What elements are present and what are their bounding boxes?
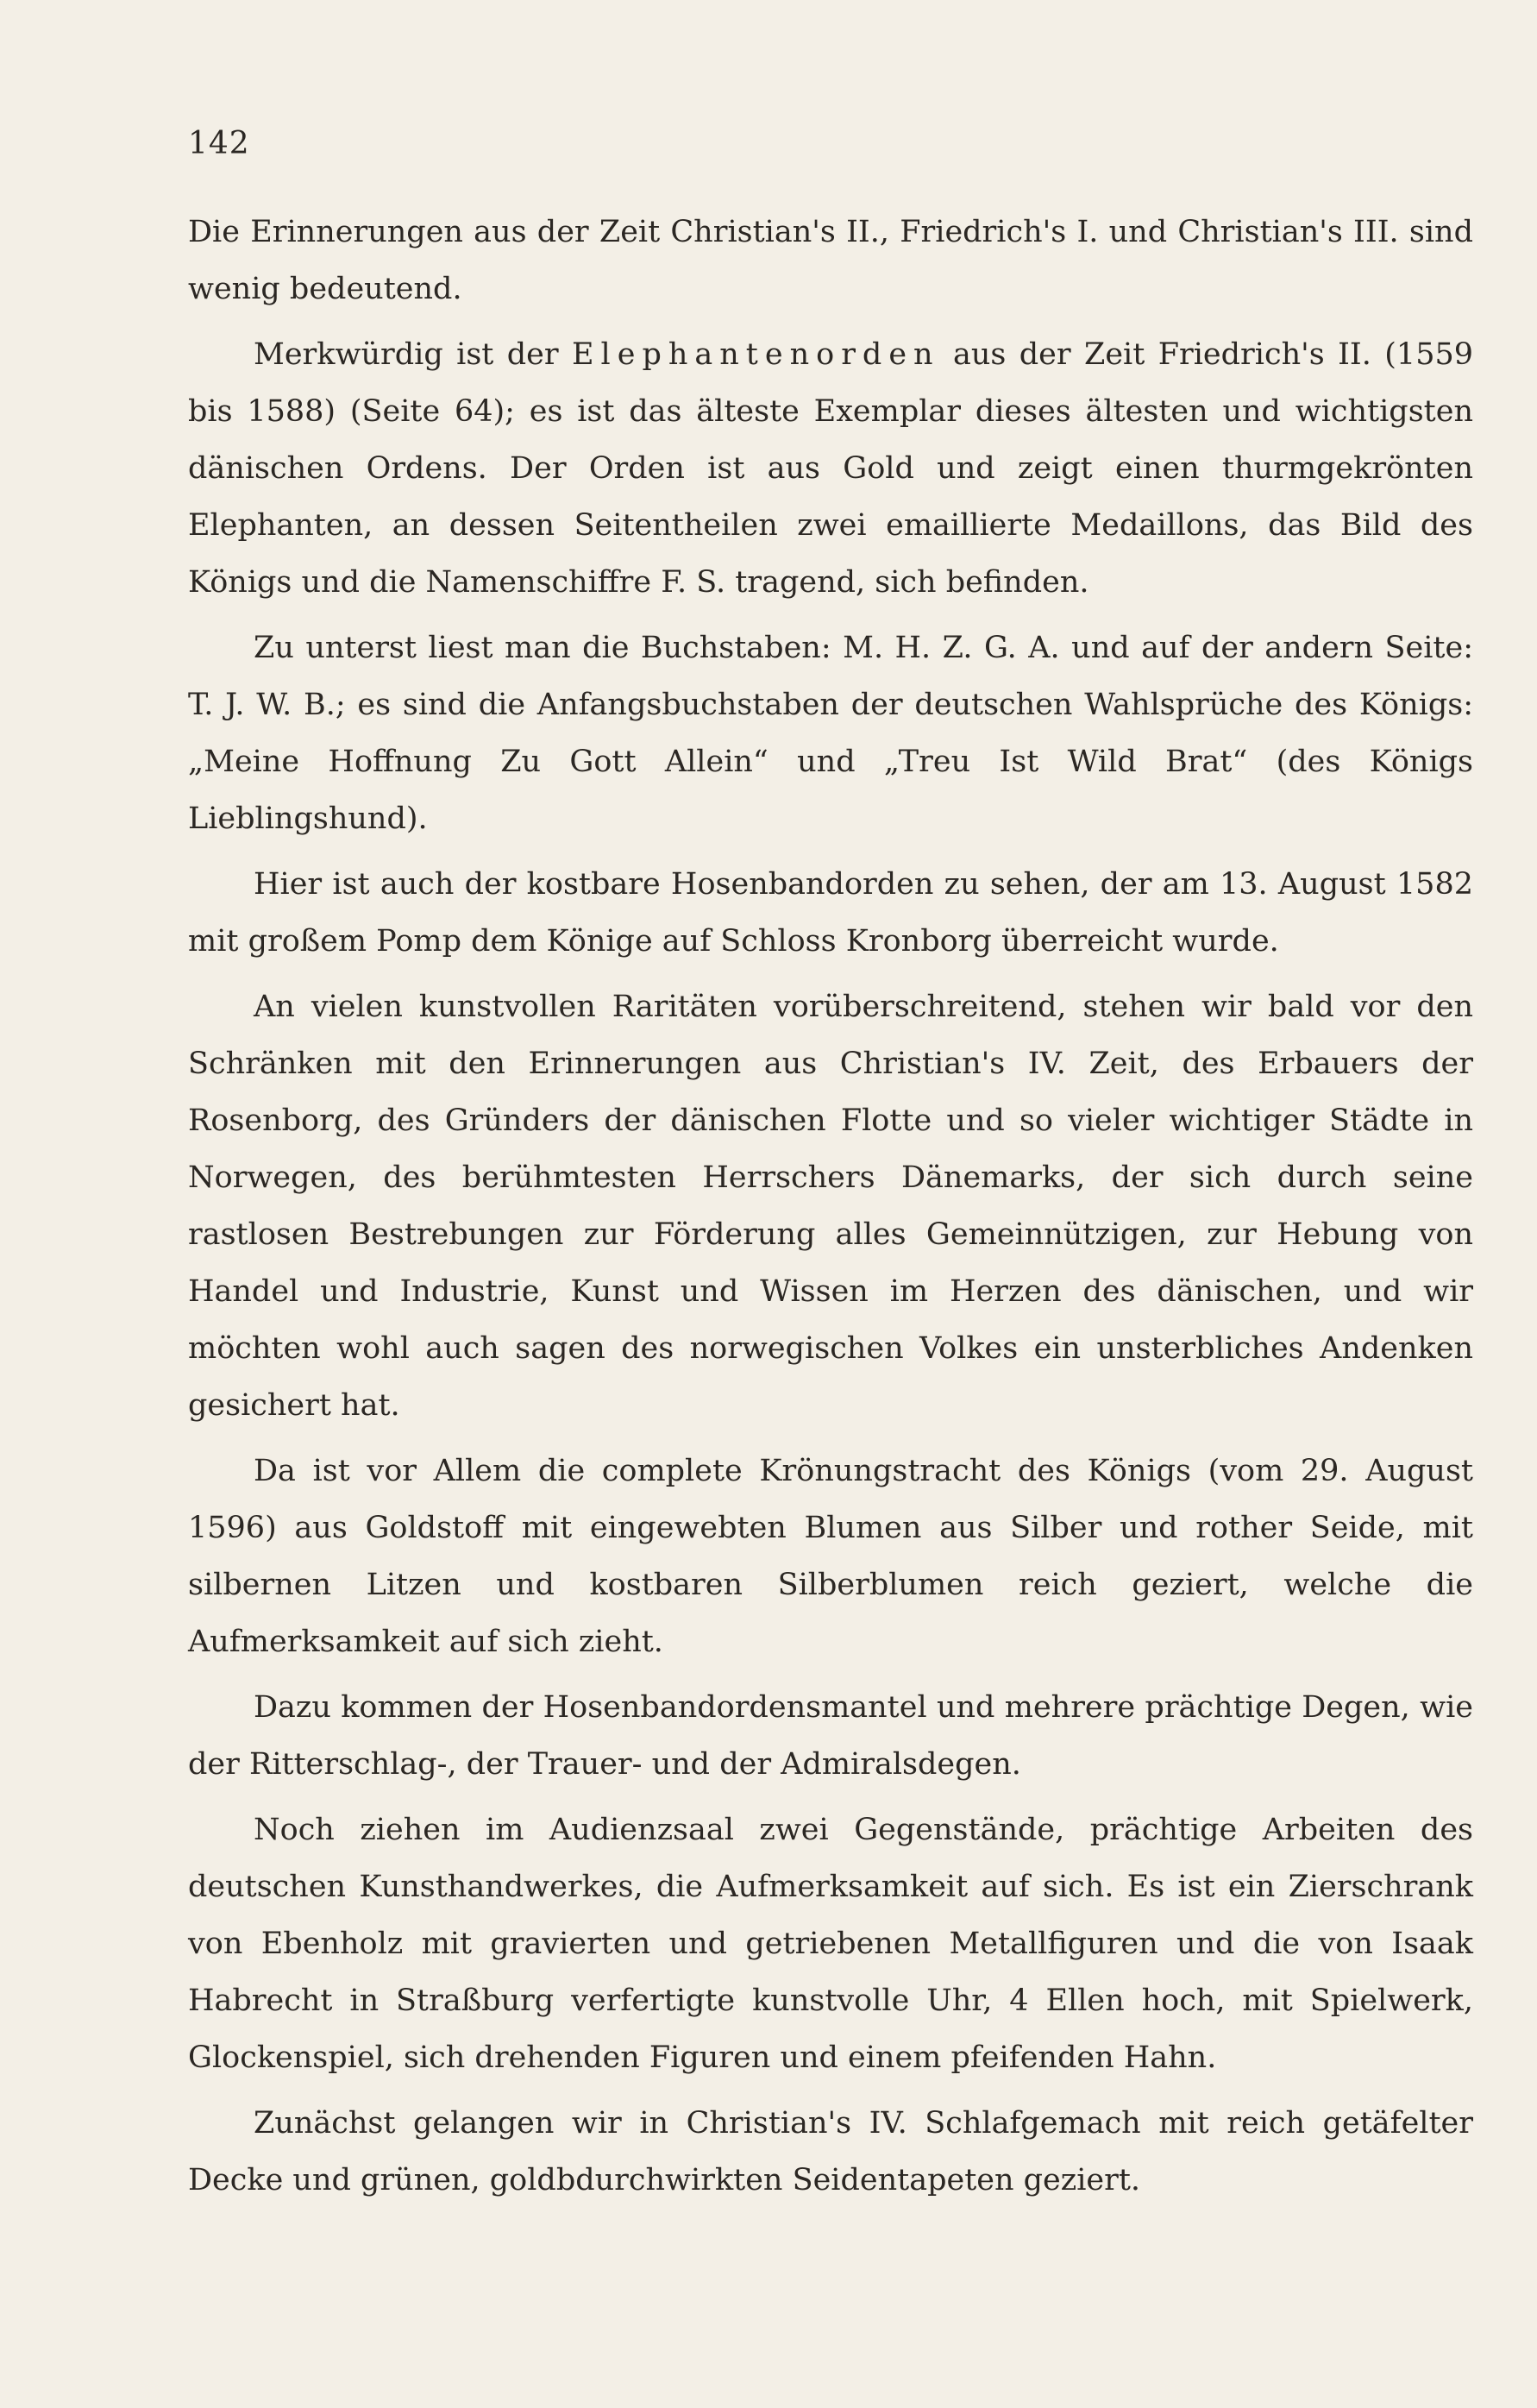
elephant-order-term: Elephantenorden <box>572 337 940 372</box>
paragraph-7: Dazu kommen der Hosenbandordensmantel und mehrere prächtige Degen, wie der Ritterschlag-, der Trauer- und der Admiralsdegen. <box>188 1690 1473 1782</box>
paragraph-8: Noch ziehen im Audienzsaal zwei Gegenstände, prächtige Arbeiten des deutschen Kunsthandwerkes, die Aufmerksamkeit auf sich. Es ist ein Zierschrank von Ebenholz mit gravierten und getriebenen Metallfiguren und die von Isaak Habrecht in Straßburg verfertigte kunstvolle Uhr, 4 Ellen hoch, mit Spielwerk, Glockenspiel, sich drehenden Figuren und einem pfeifenden Hahn. <box>188 1813 1473 2075</box>
paragraph-4: Hier ist auch der kostbare Hosenbandorden zu sehen, der am 13. August 1582 mit großem Pomp dem Könige auf Schloss Kronborg überreicht wurde. <box>188 867 1473 959</box>
paragraph-2 <box>188 326 1473 611</box>
page-number: 142 <box>188 126 250 161</box>
paragraph-2-lead: Merkwürdig ist der <box>254 337 572 372</box>
paragraph-9: Zunächst gelangen wir in Christian's IV. Schlafgemach mit reich getäfelter Decke und grünen, goldbdurchwirkten Seidentapeten geziert. <box>188 2106 1473 2197</box>
paragraph-5: An vielen kunstvollen Raritäten vorüberschreitend, stehen wir bald vor den Schränken mit den Erinnerungen aus Christian's IV. Zeit, des Erbauers der Rosenborg, des Gründers der dänischen Flotte und so vieler wichtiger Städte in Norwegen, des berühmtesten Herrschers Dänemarks, der sich durch seine rastlosen Bestrebungen zur Förderung alles Gemeinnützigen, zur Hebung von Handel und Industrie, Kunst und Wissen im Herzen des dänischen, und wir möchten wohl auch sagen des norwegischen Volkes ein unsterbliches Andenken gesichert hat. <box>188 990 1473 1423</box>
paragraph-2-rest: aus der Zeit Friedrich's II. (1559 bis 1588) (Seite 64); es ist das älteste Exemplar dieses ältesten und wichtigsten dänischen Ordens. Der Orden ist aus Gold und zeigt einen thurmgekrönten Elephanten, an dessen Seitentheilen zwei emaillierte Medaillons, das Bild des Königs und die Namenschiffre F. S. tragend, sich befinden. <box>188 337 1473 600</box>
body-text <box>188 204 1473 2217</box>
paragraph-3: Zu unterst liest man die Buchstaben: M. H. Z. G. A. und auf der andern Seite: T. J. W. B.; es sind die Anfangsbuchstaben der deutschen Wahlsprüche des Königs: „Meine Hoffnung Zu Gott Allein“ und „Treu Ist Wild Brat“ (des Königs Lieblingshund). <box>188 631 1473 836</box>
paragraph-1: Die Erinnerungen aus der Zeit Christian's II., Friedrich's I. und Christian's III. sind wenig bedeutend. <box>188 215 1473 306</box>
paragraph-6: Da ist vor Allem die complete Krönungstracht des Königs (vom 29. August 1596) aus Goldstoff mit eingewebten Blumen aus Silber und rother Seide, mit silbernen Litzen und kostbaren Silberblumen reich geziert, welche die Aufmerksamkeit auf sich zieht. <box>188 1454 1473 1659</box>
